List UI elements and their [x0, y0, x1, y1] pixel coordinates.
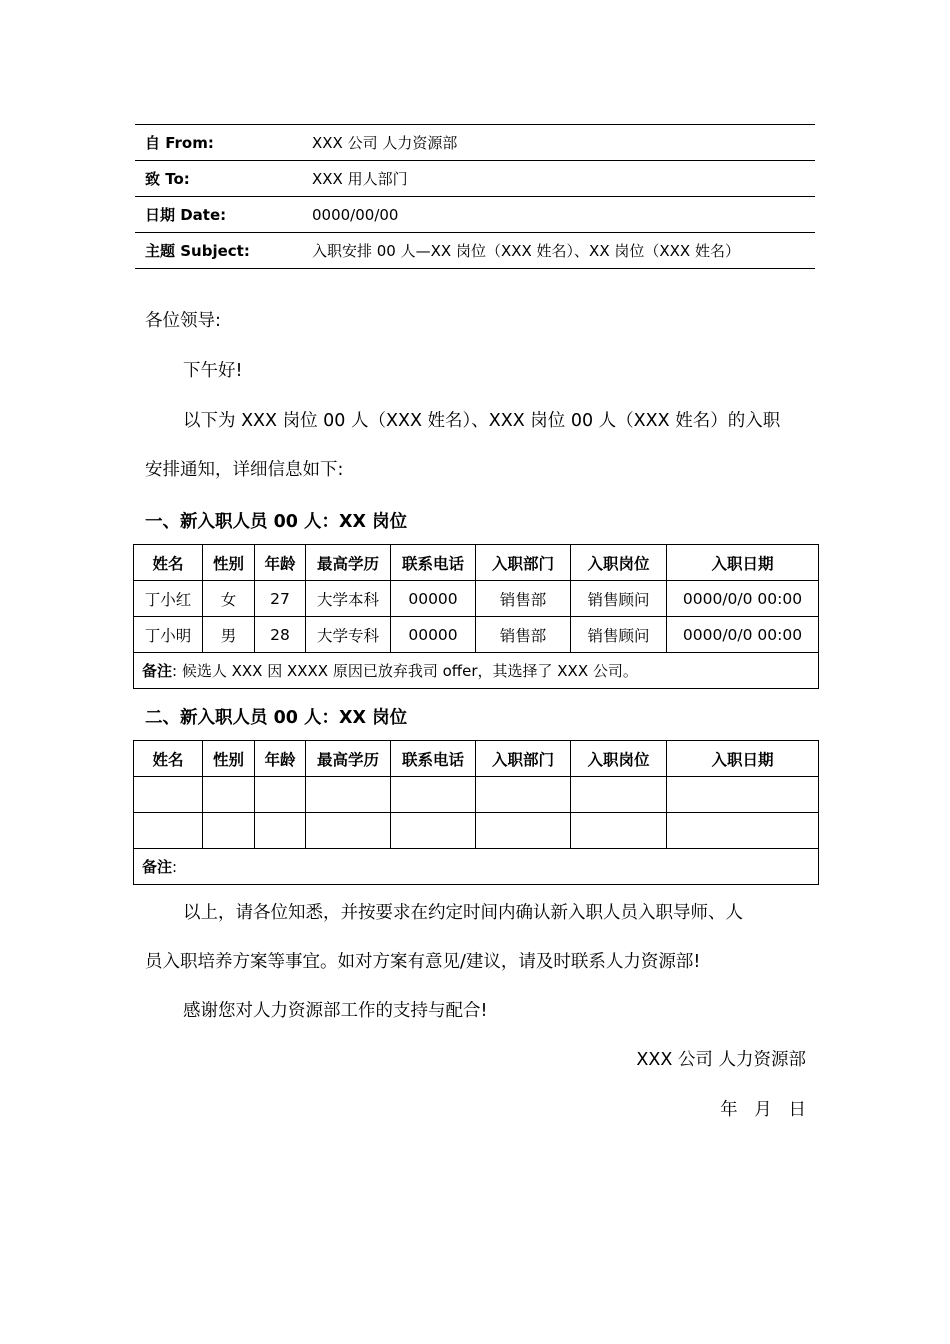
table-cell: 00000	[391, 617, 476, 653]
table-cell: 丁小红	[134, 581, 203, 617]
table-cell	[391, 777, 476, 813]
column-header: 联系电话	[391, 741, 476, 777]
table-header-row	[134, 545, 819, 581]
table-note-row	[134, 849, 819, 885]
table-cell	[203, 813, 255, 849]
closing-line-1: 以上，请各位知悉，并按要求在约定时间内确认新入职人员入职导师、人	[183, 903, 743, 923]
intro-line-1: 以下为 XXX 岗位 00 人（XXX 姓名）、XXX 岗位 00 人（XXX 姓名）的入职	[183, 411, 781, 431]
column-header: 最高学历	[306, 741, 391, 777]
table-row	[134, 581, 819, 617]
memo-key: 致 To:	[135, 161, 302, 197]
table-row	[134, 813, 819, 849]
section-1-table	[133, 544, 819, 689]
memo-row-to	[135, 161, 815, 197]
section-2-title: 二、新入职人员 00 人：XX 岗位	[145, 708, 408, 728]
column-header: 入职部门	[476, 741, 571, 777]
column-header: 入职岗位	[571, 741, 667, 777]
table-cell: 销售部	[476, 617, 571, 653]
table-cell	[134, 813, 203, 849]
note-label: 备注	[142, 858, 173, 876]
column-header: 姓名	[134, 741, 203, 777]
table-cell: 00000	[391, 581, 476, 617]
signature-date: 年 月 日	[720, 1100, 806, 1120]
salutation: 各位领导:	[145, 311, 221, 331]
table-cell: 销售顾问	[571, 581, 667, 617]
note-text: :	[172, 858, 178, 876]
table-cell: 男	[203, 617, 255, 653]
closing-line-2: 员入职培养方案等事宜。如对方案有意见/建议，请及时联系人力资源部!	[145, 952, 701, 972]
table-row	[134, 777, 819, 813]
memo-key: 自 From:	[135, 125, 302, 161]
memo-value: 0000/00/00	[302, 197, 815, 233]
table-cell: 丁小明	[134, 617, 203, 653]
column-header: 姓名	[134, 545, 203, 581]
memo-value: XXX 公司 人力资源部	[302, 125, 815, 161]
memo-row-from	[135, 125, 815, 161]
table-cell	[571, 813, 667, 849]
note-text: : 候选人 XXX 因 XXXX 原因已放弃我司 offer，其选择了 XXX 公司。	[172, 662, 638, 680]
signature: XXX 公司 人力资源部	[636, 1050, 806, 1070]
table-cell	[476, 813, 571, 849]
intro-line-2: 安排通知，详细信息如下:	[145, 460, 344, 480]
section-1-title: 一、新入职人员 00 人：XX 岗位	[145, 512, 408, 532]
note-label: 备注	[142, 662, 173, 680]
memo-value: 入职安排 00 人—XX 岗位（XXX 姓名）、XX 岗位（XXX 姓名）	[302, 233, 815, 269]
table-cell	[255, 813, 306, 849]
table-cell	[306, 813, 391, 849]
table-cell	[571, 777, 667, 813]
table-cell: 销售部	[476, 581, 571, 617]
table-cell	[667, 813, 819, 849]
memo-row-date	[135, 197, 815, 233]
column-header: 年龄	[255, 741, 306, 777]
memo-key: 主题 Subject:	[135, 233, 302, 269]
table-cell: 销售顾问	[571, 617, 667, 653]
table-row	[134, 617, 819, 653]
column-header: 年龄	[255, 545, 306, 581]
table-cell	[476, 777, 571, 813]
memo-key: 日期 Date:	[135, 197, 302, 233]
table-note	[134, 653, 819, 689]
column-header: 入职日期	[667, 545, 819, 581]
table-cell	[667, 777, 819, 813]
thanks: 感谢您对人力资源部工作的支持与配合!	[183, 1001, 488, 1021]
column-header: 性别	[203, 741, 255, 777]
table-cell: 大学本科	[306, 581, 391, 617]
table-cell	[134, 777, 203, 813]
column-header: 联系电话	[391, 545, 476, 581]
table-cell: 大学专科	[306, 617, 391, 653]
table-header-row	[134, 741, 819, 777]
column-header: 性别	[203, 545, 255, 581]
table-cell	[306, 777, 391, 813]
column-header: 入职日期	[667, 741, 819, 777]
greeting: 下午好!	[183, 361, 243, 381]
table-cell: 27	[255, 581, 306, 617]
column-header: 最高学历	[306, 545, 391, 581]
table-cell	[203, 777, 255, 813]
column-header: 入职岗位	[571, 545, 667, 581]
memo-value: XXX 用人部门	[302, 161, 815, 197]
memo-header	[135, 124, 815, 269]
table-note	[134, 849, 819, 885]
table-note-row	[134, 653, 819, 689]
section-2-table	[133, 740, 819, 885]
memo-row-subject	[135, 233, 815, 269]
table-cell	[255, 777, 306, 813]
table-cell: 28	[255, 617, 306, 653]
table-cell: 0000/0/0 00:00	[667, 581, 819, 617]
table-cell: 女	[203, 581, 255, 617]
table-cell: 0000/0/0 00:00	[667, 617, 819, 653]
table-cell	[391, 813, 476, 849]
column-header: 入职部门	[476, 545, 571, 581]
